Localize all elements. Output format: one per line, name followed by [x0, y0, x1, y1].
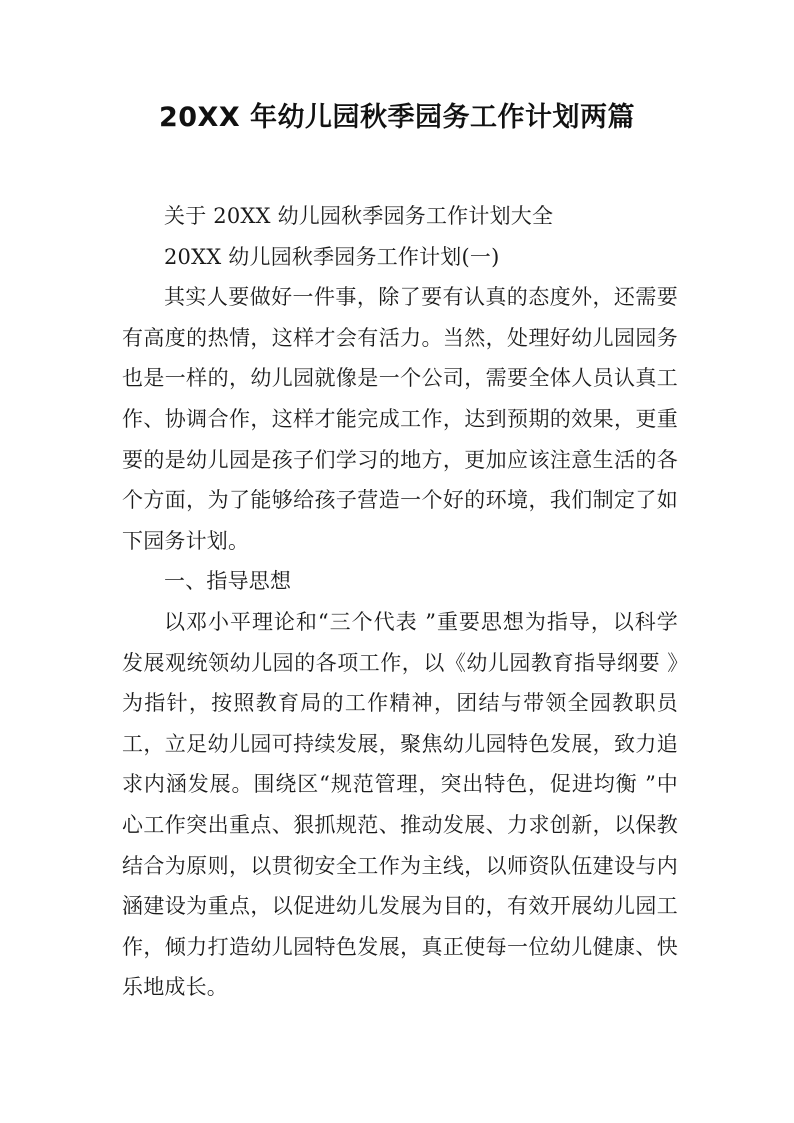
document-body — [122, 196, 678, 1008]
section-heading-guiding-thought: 一、指导思想 — [164, 569, 292, 594]
paragraph-intro: 其实人要做好一件事，除了要有认真的态度外，还需要有高度的热情，这样才会有活力。当然，处理好幼儿园园务也是一样的，幼儿园就像是一个公司，需要全体人员认真工作、协调合作，这样才能完成工作，达到预期的效果，更重要的是幼儿园是孩子们学习的地方，更加应该注意生活的各个方面，为了能够给孩子营造一个好的环境，我们制定了如下园务计划。 — [122, 285, 678, 553]
paragraph-plan-heading: 20XX 幼儿园秋季园务工作计划(一) — [164, 244, 500, 269]
paragraph-subtitle: 关于 20XX 幼儿园秋季园务工作计划大全 — [164, 204, 554, 228]
document-title: 20XX 年幼儿园秋季园务工作计划两篇 — [158, 102, 636, 133]
paragraph-guiding-thought: 以邓小平理论和“三个代表 ”重要思想为指导，以科学发展观统领幼儿园的各项工作，以《幼儿园教育指导纲要 》为指针，按照教育局的工作精神，团结与带领全园教职员工，立足幼儿园可持续发展，聚焦幼儿园特色发展，致力追求内涵发展。围绕区“规范管理，突出特色，促进均衡 ”中心工作突出重点、狠抓规范、推动发展、力求创新，以保教结合为原则，以贯彻安全工作为主线，以师资队伍建设与内涵建设为重点，以促进幼儿发展为目的，有效开展幼儿园工作，倾力打造幼儿园特色发展，真正使每一位幼儿健康、快乐地成长。 — [122, 609, 678, 1000]
